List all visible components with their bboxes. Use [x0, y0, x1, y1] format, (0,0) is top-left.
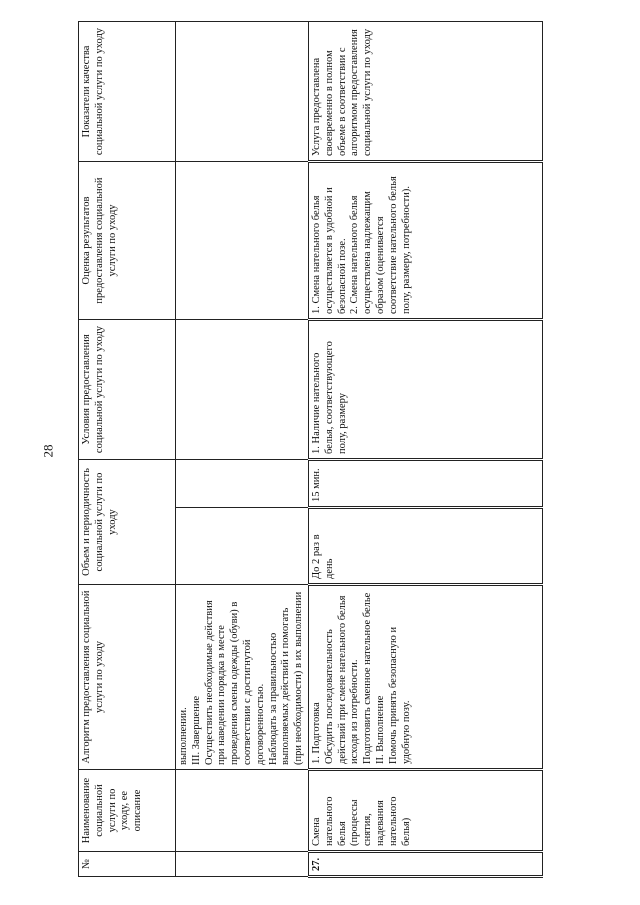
cont-algorithm-cell: выполнении. III. Завершение Осуществить необходимые действия при наведении порядка в месте проведения смены одежды (обуви) в соответствии с достигнутой договоренностью. Наблюдать за правильностью выполняемых действий и помогать (при необходимости) в их выполнении: [176, 585, 309, 770]
item-algorithm-cell: 1. Подготовка Обсудить последовательность действий при смене нательного белья исходя из потребности. Подготовить сменное нательное белье II. Выполнение Помочь принять безопасную и удобную позу.: [308, 585, 542, 770]
cont-periodicity-cell: [176, 508, 309, 585]
cont-duration-cell: [176, 460, 309, 508]
page-number: 28: [40, 444, 56, 458]
header-name: Наименование социальной услуги по уходу, ее описание: [79, 770, 176, 852]
item-periodicity-cell: До 2 раз в день: [308, 508, 542, 585]
rotated-table-wrapper: [78, 23, 536, 878]
item-conditions-cell: 1. Наличие нательного белья, соответствующего полу, размеру: [308, 320, 542, 460]
table-row-continuation: [176, 22, 309, 877]
item-duration-cell: 15 мин.: [308, 460, 542, 508]
cont-evaluation-cell: [176, 162, 309, 320]
header-volume: Объем и периодичность социальной услуги по уходу: [79, 460, 176, 585]
header-algorithm: Алгоритм предоставления социальной услуги по уходу: [79, 585, 176, 770]
header-quality: Показатели качества социальной услуги по уходу: [79, 22, 176, 162]
item-evaluation-cell: 1. Смена нательного белья осуществляется в удобной и безопасной позе. 2. Смена нательного белья осуществлена надлежащим образом (оценивается соответствие нательного белья полу, размеру, потребности).: [308, 162, 542, 320]
table-row-item-27: [308, 22, 542, 877]
cont-conditions-cell: [176, 320, 309, 460]
header-conditions: Условия предоставления социальной услуги по уходу: [79, 320, 176, 460]
item-quality-cell: Услуга предоставлена своевременно в полном объеме в соответствии с алгоритмом предоставления социальной услуги по уходу: [308, 22, 542, 162]
header-evaluation: Оценка результатов предоставления социальной услуги по уходу: [79, 162, 176, 320]
table-header-row: [79, 22, 176, 877]
cont-num-cell: [176, 852, 309, 877]
item-name-cell: Смена нательного белья (процессы снятия, надевания нательного белья): [308, 770, 542, 852]
header-num: №: [79, 852, 176, 877]
services-table: [78, 21, 543, 878]
cont-quality-cell: [176, 22, 309, 162]
item-num-cell: 27.: [308, 852, 542, 877]
cont-name-cell: [176, 770, 309, 852]
